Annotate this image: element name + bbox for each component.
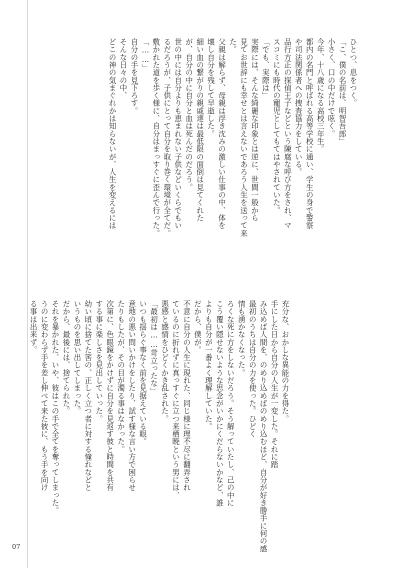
text-line: み込めば人間を、のめり込めばのめり込むほど、自分が好き勝手に何の感: [259, 300, 269, 553]
text-line: が、自分の中に自分と血は死んだのだろう。: [184, 38, 194, 191]
text-line: 品行方正の探偵王子などという陳腐な呼び方をされ、マ: [283, 38, 293, 230]
text-line: 意地の悪い問いかけをしたり、試す様な言い方で困らせ: [127, 300, 137, 492]
text-line: そんな日々の中、: [118, 38, 128, 100]
text-line: だから、最後には、捨てられた。: [61, 300, 71, 415]
text-line: こう覆い隠せないような思念がいかにくだらないかなど、誰: [215, 300, 225, 507]
text-line: 細い血の繋がりの親戚達は最低限の面倒は見てくれた: [195, 38, 205, 222]
text-line: 敷かれた道を歩く様に、自分はまっすぐに歪んで行った。: [151, 38, 161, 237]
text-line: 情も湧かなくなった。: [237, 300, 247, 377]
text-line: ろくな死に方をしないだろう。そう解っていたし、己の中に: [226, 300, 236, 507]
text-line: だから、僕が。: [193, 300, 203, 354]
text-line: るだろうが、子供にとって自分を取り巻く環境が全てだ。: [162, 38, 172, 237]
text-line: ひとつ、息をつく。: [349, 38, 358, 107]
text-line: 幼い頃に捨てた筈の、正しく立つ者に対する憧れなどと: [83, 300, 93, 492]
text-line: 次第に、色眼鏡をかけずに自分を見返す彼と時間を共有: [105, 300, 115, 492]
page-edge-line: [27, 0, 28, 568]
text-line: どこの神の気まぐれかは知らないが、人生を変えるには: [108, 38, 118, 230]
text-line: 父親は解らず、母親は浮き沈みの激しい仕事の中、体を: [217, 38, 227, 230]
lower-text-block: [27, 300, 290, 553]
text-line: 悪感と感情をひどくかき乱された。: [160, 300, 170, 423]
upper-text-block: [106, 38, 358, 270]
text-line: た。: [228, 38, 238, 54]
text-line: いつも揺らぐ事なく前を見据えている眼。: [138, 300, 148, 446]
text-line: 最初のうちは自分の力を使った。ひどく: [248, 300, 258, 438]
text-line: 「……」: [140, 38, 150, 72]
text-line: 実際には、そんな綺麗な印象とは逆に、世間一般から: [250, 38, 260, 222]
text-line: スコミにも時代の寵児としてもてはやされていた。: [272, 38, 282, 214]
text-line: や司法関係者への捜査協力をしている。: [294, 38, 304, 176]
text-line: 壊し自分を残して早逝した。: [206, 38, 216, 138]
text-line: 世の中には自分よりも恵まれない子供などいくらでもい: [173, 38, 183, 230]
text-line: する事に楽しさを見出していった。: [94, 300, 104, 423]
text-line: 「最初は……苛立ったな」: [149, 300, 159, 395]
text-line: 充分な、おかしな異能の力を得た。: [281, 300, 290, 423]
text-line: 見てお世辞にも幸せとは言えないであろう人生を送って来: [239, 38, 249, 237]
text-line: ているのに折れずに真っすぐに立つ来栖暁という男には、: [171, 300, 181, 499]
page-number: 07: [12, 543, 21, 551]
text-line: 手にした日から自分の人生が一変した。それに踏: [270, 300, 280, 469]
text-line: 「でも、実際は」: [261, 38, 271, 100]
text-line: よりも自分が一番よく理解していた。: [204, 300, 214, 431]
text-line: 「こ、僕の名前は、明智吾郎」: [338, 38, 348, 146]
text-line: いうものを思い出してしまった。: [72, 300, 82, 415]
text-line: 自分の手を見下ろす。: [129, 38, 139, 115]
text-line: うのに変わらず手を差し伸べて来た彼に、もう手を向け: [40, 300, 50, 492]
text-line: 都内の名門と呼ばれる高等学校に通い、学生の身で警察: [305, 38, 315, 230]
text-line: たりもしたが、その目が濁る事はなかった。: [116, 300, 126, 453]
text-line: る事は出来ず。: [29, 300, 39, 354]
text-line: 小さく、口の中だけで呟く。: [327, 38, 337, 138]
text-line: 今年、十八歳になる高校三年生。: [316, 38, 326, 153]
text-line: それを暴かれた、いや、彼はこの手で全てを奪ってしまった。: [50, 300, 60, 515]
text-line: 不意に自分の人生に現れた、同じ様に理不尽に翻弄され: [182, 300, 192, 492]
